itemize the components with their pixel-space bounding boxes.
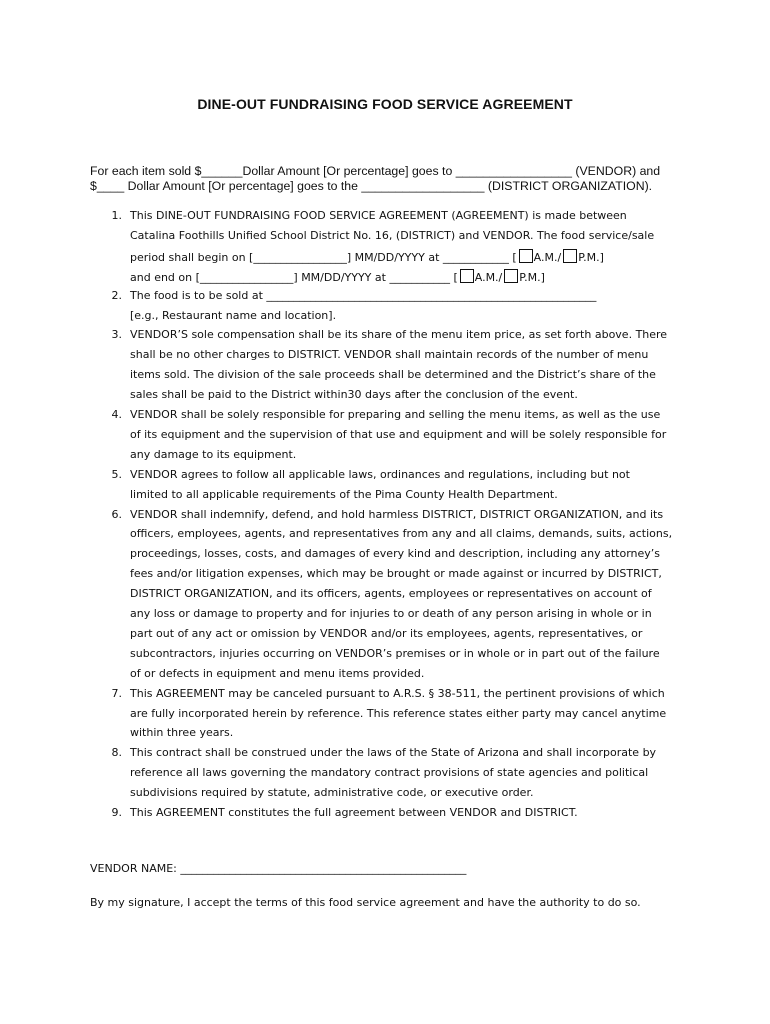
am-checkbox[interactable] — [460, 269, 474, 283]
term-text-line: VENDOR’S sole compensation shall be its share of the menu item price, as set forth above. There — [130, 328, 668, 342]
term-text-line: proceedings, losses, costs, and damages of every kind and description, including any attorney’s — [130, 547, 661, 561]
term-number: 9. — [111, 806, 122, 819]
term-text-line: fees and/or litigation expenses, which may be brought or made against or incurred by DISTRICT, — [130, 567, 662, 581]
term-number: 1. — [111, 209, 122, 222]
term-time-line — [130, 269, 545, 284]
term-text-line: shall be no other charges to DISTRICT. VENDOR shall maintain records of the number of menu — [130, 348, 649, 362]
term-number: 4. — [111, 408, 122, 421]
term-text-line: This AGREEMENT constitutes the full agreement between VENDOR and DISTRICT. — [130, 806, 578, 819]
am-checkbox[interactable] — [519, 249, 533, 263]
term-text-line: officers, employees, agents, and representatives from any and all claims, demands, suits, actions, — [130, 527, 673, 541]
term-number: 5. — [111, 467, 122, 481]
am-label: A.M./ — [474, 270, 503, 284]
term-text-line: any damage to its equipment. — [130, 447, 297, 461]
pm-checkbox[interactable] — [504, 269, 518, 283]
term-text-line: DISTRICT ORGANIZATION, and its officers, agents, employees or representatives on account of — [130, 587, 652, 601]
term-time-line — [130, 249, 604, 264]
term-text-line: [e.g., Restaurant name and location]. — [130, 308, 337, 322]
term-text-line: VENDOR agrees to follow all applicable laws, ordinances and regulations, including but not — [130, 467, 630, 481]
intro-line-2: $____ Dollar Amount [Or percentage] goes to the __________________ (DISTRICT ORGANIZATION). — [90, 179, 653, 193]
pm-label: P.M.] — [519, 270, 545, 284]
term-text-line: reference all laws governing the mandatory contract provisions of state agencies and political — [130, 766, 649, 780]
term-text-line: of or defects in equipment and menu items provided. — [130, 666, 425, 680]
pm-checkbox[interactable] — [563, 249, 577, 263]
term-text-line: of its equipment and the supervision of that use and equipment and will be solely responsible for — [130, 427, 667, 441]
term-text-line: any loss or damage to property and for injuries to or death of any person arising in whole or in — [130, 607, 652, 620]
term-text-line: are fully incorporated herein by reference. This reference states either party may cancel anytime — [130, 706, 667, 720]
term-number: 2. — [111, 288, 122, 302]
term-text-line: items sold. The division of the sale proceeds shall be determined and the District’s share of the — [130, 368, 656, 382]
term-text-line: limited to all applicable requirements of the Pima County Health Department. — [130, 487, 558, 501]
term-number: 8. — [111, 746, 122, 760]
term-text-line: sales shall be paid to the District within30 days after the conclusion of the event. — [130, 388, 578, 402]
term-number: 7. — [111, 686, 122, 700]
term-text-line: within three years. — [130, 726, 234, 740]
term-text-line: This DINE-OUT FUNDRAISING FOOD SERVICE AGREEMENT (AGREEMENT) is made between — [130, 209, 627, 222]
time-field-text[interactable]: and end on [_________________] MM/DD/YYYY at ___________ [ — [130, 270, 458, 284]
signature-statement: By my signature, I accept the terms of this food service agreement and have the authority to do so. — [90, 896, 641, 909]
term-number: 6. — [111, 507, 122, 521]
term-text-line: VENDOR shall indemnify, defend, and hold harmless DISTRICT, DISTRICT ORGANIZATION, and its — [130, 507, 664, 521]
term-text-line: part out of any act or omission by VENDOR and/or its employees, agents, representatives, or — [130, 626, 643, 640]
time-field-text[interactable]: period shall begin on [_________________] MM/DD/YYYY at ____________ [ — [130, 250, 517, 264]
term-text-line: VENDOR shall be solely responsible for preparing and selling the menu items, as well as the use — [130, 408, 661, 421]
term-text-line: Catalina Foothills Unified School District No. 16, (DISTRICT) and VENDOR. The food service/sale — [130, 228, 655, 242]
am-label: A.M./ — [533, 250, 562, 264]
document-title: DINE-OUT FUNDRAISING FOOD SERVICE AGREEMENT — [197, 96, 573, 112]
pm-label: P.M.] — [578, 250, 604, 264]
term-number: 3. — [111, 328, 122, 342]
term-text-line: The food is to be sold at ____________________________________________________________ — [130, 288, 597, 302]
term-text-line: subcontractors, injuries occurring on VENDOR’s premises or in whole or in part out of the failure — [130, 646, 660, 660]
term-text-line: This contract shall be construed under the laws of the State of Arizona and shall incorporate by — [130, 746, 657, 760]
term-text-line: subdivisions required by statute, administrative code, or executive order. — [130, 786, 534, 800]
vendor-name-field[interactable]: VENDOR NAME: ____________________________________________________ — [90, 862, 467, 875]
term-text-line: This AGREEMENT may be canceled pursuant to A.R.S. § 38-511, the pertinent provisions of which — [130, 686, 665, 700]
intro-line-1: For each item sold $______Dollar Amount [Or percentage] goes to _________________ (VENDOR) and — [90, 164, 661, 178]
